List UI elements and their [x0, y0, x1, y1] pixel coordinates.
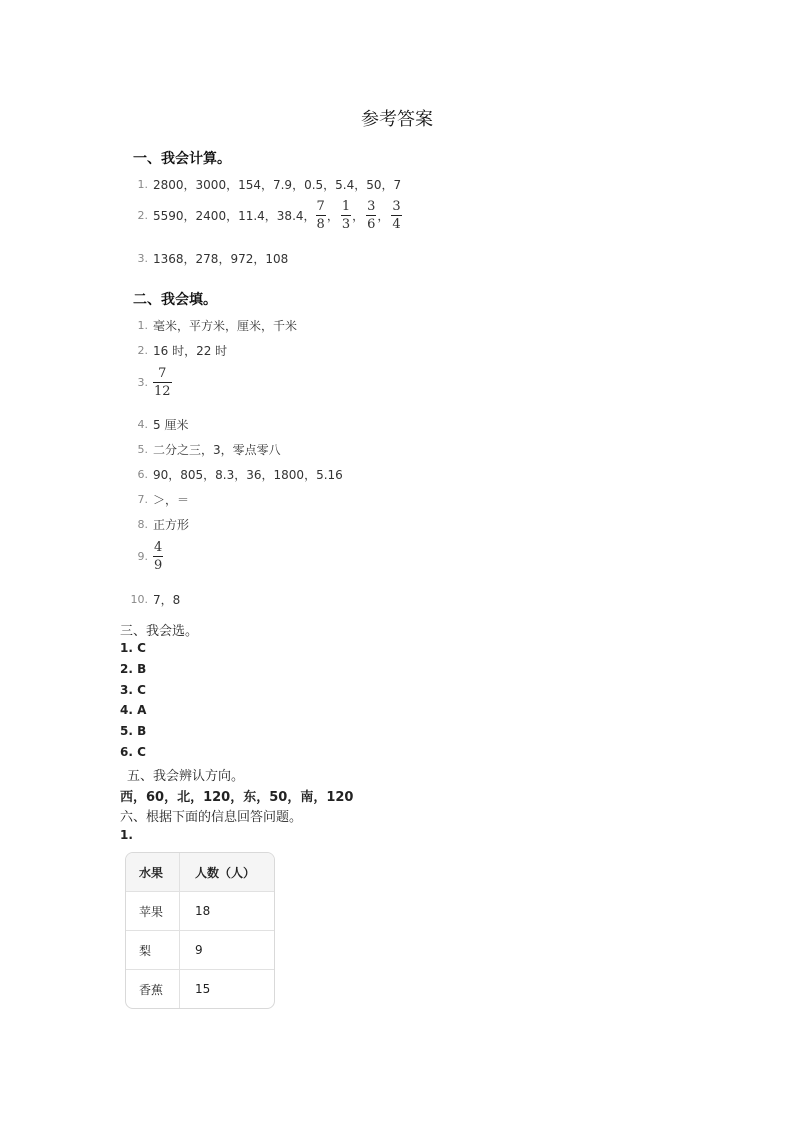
- table-cell: 香蕉: [126, 970, 180, 1008]
- table-header-cell: 人数（人）: [195, 865, 256, 880]
- item-number: 3.: [137, 376, 148, 389]
- section-heading-direction: 五、我会辨认方向。: [127, 769, 245, 784]
- list-item: 2. 5590，2400，11.4，38.4， $\frac{7}{8}$ ， $\frac{1}{3}$ ， $\frac{3}{6}$ ， $\frac{3}{4}$: [120, 200, 402, 231]
- item-text: 2800，3000，154，7.9，0.5，5.4，50，7: [153, 178, 402, 192]
- table-cell: 苹果: [126, 892, 180, 930]
- item-text: 二分之三，3，零点零八: [153, 443, 281, 457]
- item-number: 2.: [137, 209, 148, 222]
- item-number: 4.: [137, 418, 148, 431]
- list-item: [120, 441, 281, 458]
- fraction: $\frac{4}{9}$: [154, 540, 163, 573]
- list-item: [120, 367, 172, 398]
- table-cell: 9: [195, 943, 203, 957]
- sub-question-number: 1.: [120, 828, 133, 842]
- item-text: 1368，278，972，108: [153, 252, 289, 266]
- table-header-row: [126, 853, 274, 891]
- list-item: [120, 250, 288, 267]
- item-number: 6.: [137, 468, 148, 481]
- list-item: [120, 416, 188, 433]
- item-number: 8.: [137, 518, 148, 531]
- table-cell: 15: [195, 982, 211, 996]
- fraction: $\frac{3}{4}$: [392, 199, 401, 232]
- list-item: [120, 491, 189, 508]
- table-header-cell: 水果: [126, 853, 180, 891]
- answer-line: 2. B: [120, 662, 147, 676]
- table-cell: 梨: [126, 931, 180, 969]
- item-text: 16 时，22 时: [153, 344, 228, 358]
- table-row: [126, 930, 274, 969]
- answer-line: 3. C: [120, 683, 146, 697]
- item-number: 2.: [137, 344, 148, 357]
- direction-answer: 西，60，北，120，东，50，南，120: [120, 790, 354, 805]
- item-text: ＞，＝: [153, 493, 190, 507]
- item-number: 3.: [137, 252, 148, 265]
- list-item: [120, 591, 180, 608]
- list-item: [120, 541, 163, 572]
- answer-line: 1. C: [120, 641, 146, 655]
- fruit-table: [125, 852, 275, 1009]
- item-text: 7，8: [153, 593, 181, 607]
- fraction: $\frac{7}{12}$: [154, 366, 171, 399]
- section-heading-questions: 六、根据下面的信息回答问题。: [120, 810, 303, 825]
- section-heading-choose: 三、我会选。: [120, 624, 199, 639]
- list-item: [120, 317, 297, 334]
- item-text: 5 厘米: [153, 418, 189, 432]
- item-number: 7.: [137, 493, 148, 506]
- item-text: 正方形: [153, 518, 190, 532]
- section-heading-fill: 二、我会填。: [133, 292, 217, 308]
- item-text: 毫米，平方米，厘米，千米: [153, 319, 298, 333]
- item-text: 5590，2400，11.4，38.4，: [153, 209, 316, 223]
- list-item: [120, 176, 401, 193]
- answer-line: 4. A: [120, 703, 147, 717]
- item-number: 5.: [137, 443, 148, 456]
- item-text: 90，805，8.3，36，1800，5.16: [153, 468, 343, 482]
- item-number: 1.: [137, 178, 148, 191]
- item-number: 10.: [130, 593, 148, 606]
- table-row: [126, 969, 274, 1008]
- item-number: 1.: [137, 319, 148, 332]
- fraction: $\frac{7}{8}$: [316, 199, 325, 232]
- page-title: 参考答案: [361, 109, 433, 130]
- fraction: $\frac{3}{6}$: [367, 199, 376, 232]
- answer-line: 5. B: [120, 724, 147, 738]
- list-item: [120, 342, 227, 359]
- table-row: [126, 891, 274, 930]
- list-item: [120, 466, 343, 483]
- item-number: 9.: [137, 550, 148, 563]
- section-heading-calculate: 一、我会计算。: [133, 151, 231, 167]
- fraction: $\frac{1}{3}$: [341, 199, 351, 232]
- answer-line: 6. C: [120, 745, 146, 759]
- list-item: [120, 516, 189, 533]
- table-cell: 18: [195, 904, 211, 918]
